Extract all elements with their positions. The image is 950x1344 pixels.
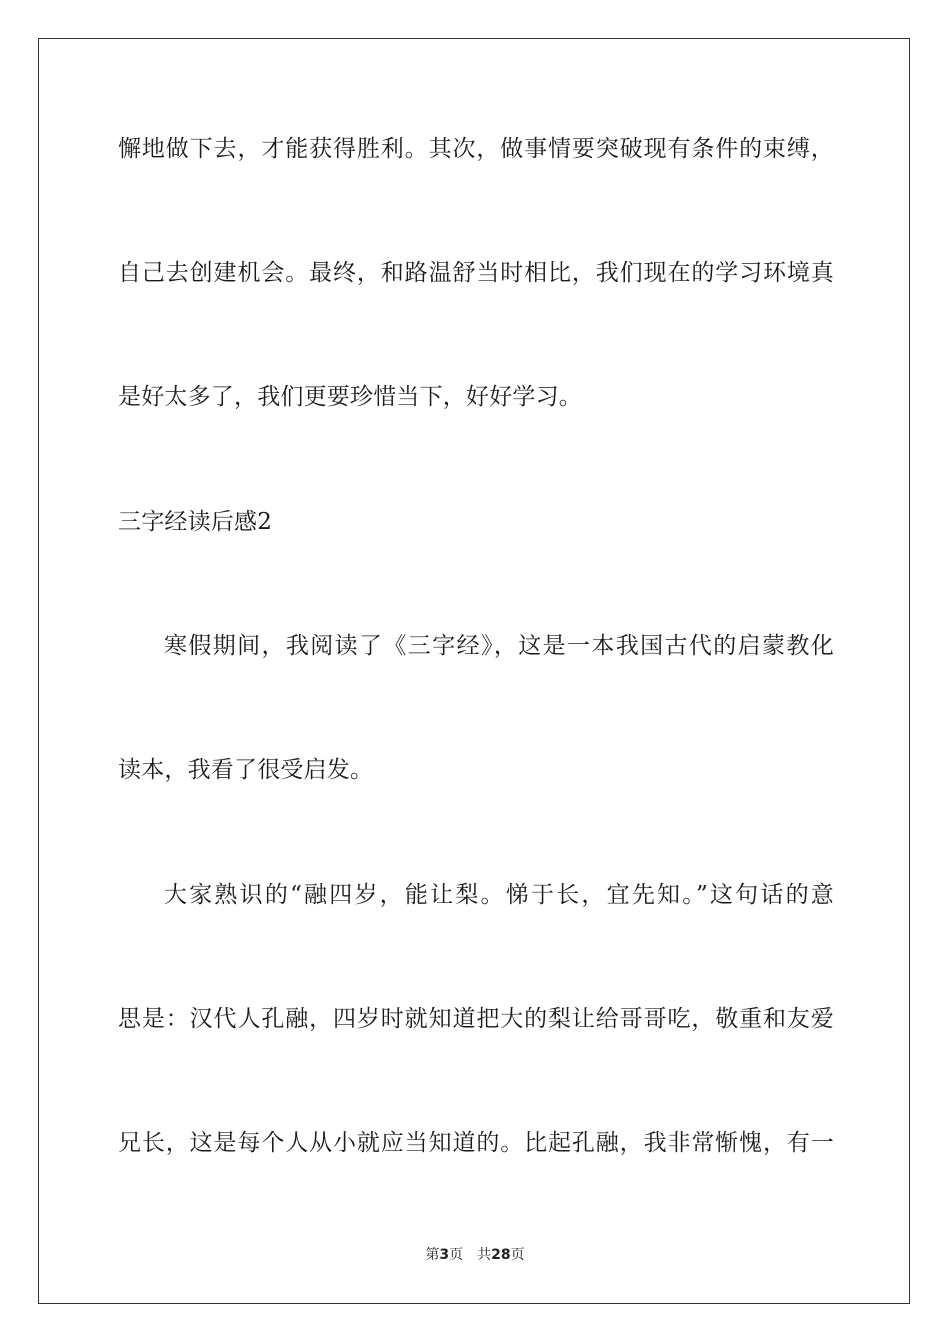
body-text-line: 自己去创建机会。最终，和路温舒当时相比，我们现在的学习环境真 [118,260,834,286]
body-text-line: 是好太多了，我们更要珍惜当下，好好学习。 [118,384,582,410]
total-label-prefix: 共 [477,1247,492,1263]
body-text-line: 读本，我看了很受启发。 [118,757,374,783]
paragraph-first-line: 大家熟识的“融四岁，能让梨。悌于长，宜先知。”这句话的意 [164,882,834,908]
body-text-line: 思是：汉代人孔融，四岁时就知道把大的梨让给哥哥吃，敬重和友爱 [118,1006,834,1032]
body-text-line: 兄长，这是每个人从小就应当知道的。比起孔融，我非常惭愧，有一 [118,1130,834,1156]
current-page-number: 3 [439,1247,450,1263]
section-heading: 三字经读后感2 [118,509,273,535]
total-label-suffix: 页 [510,1247,525,1263]
page-footer [0,1245,950,1265]
total-pages-number: 28 [491,1247,511,1263]
body-text-line: 懈地做下去，才能获得胜利。其次，做事情要突破现有条件的束缚， [118,136,834,162]
page-label-suffix: 页 [449,1247,464,1263]
paragraph-first-line: 寒假期间，我阅读了《三字经》，这是一本我国古代的启蒙教化 [164,633,834,659]
page-label-prefix: 第 [425,1247,440,1263]
page-border [38,38,910,1304]
